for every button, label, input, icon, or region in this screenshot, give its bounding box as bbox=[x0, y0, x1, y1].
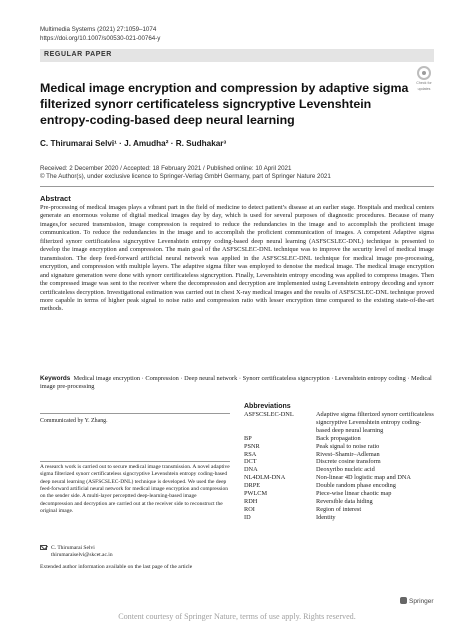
envelope-icon bbox=[40, 545, 47, 550]
abbreviations-heading: Abbreviations bbox=[244, 403, 291, 410]
abbreviation-definition: Discrete cosine transform bbox=[316, 458, 381, 466]
abbreviations-table bbox=[244, 411, 434, 522]
abbreviation-definition: Reversible data hiding bbox=[316, 497, 373, 505]
abbreviation-definition: Adaptive sigma filterized synorr certificateless signcryptive Levenshtein entropy coding-based deep neural learning bbox=[316, 411, 434, 434]
abbreviation-row bbox=[244, 490, 434, 498]
abbreviation-row bbox=[244, 474, 434, 482]
publisher-logo bbox=[400, 597, 434, 605]
footnote-divider bbox=[40, 413, 230, 414]
abbreviation-row bbox=[244, 451, 434, 459]
abbreviation-term: ASFSCSLEC-DNL bbox=[244, 411, 294, 418]
summary-divider bbox=[40, 461, 230, 462]
keywords-text: Medical image encryption · Compression · Deep neural network · Synorr certificateless signcryption · Levenshtein entropy coding · Medical image pre-processing bbox=[40, 375, 432, 391]
corresponding-author-email[interactable]: thirumaraiselvi@skcet.ac.in bbox=[51, 552, 113, 559]
abbreviation-term: NL4DLM-DNA bbox=[244, 474, 286, 482]
summary-box bbox=[40, 461, 230, 515]
paper-title: Medical image encryption and compression by adaptive sigma filterized synorr certificateless signcryptive Levenshtein entropy-coding-based deep neural learning bbox=[40, 81, 409, 127]
abbreviation-definition: Double random phase encoding bbox=[316, 482, 396, 490]
summary-text: A research work is carried out to secure medical image transmission. A novel adaptive sigma filterized synorr certificateless signcryptive Levenshtein entropy coding-based deep neural learning (ASFSCSLEC-DNL) technique is developed. We used the deep feed-forward artificial neural network for medical image encryption and compression on the sender side. A multi-layer perceptted deep-learning-based image decompression and decryption are carried out at the receiver side to reconstruct the original image. bbox=[40, 464, 230, 515]
abbreviation-term: RSA bbox=[244, 450, 257, 458]
abbreviation-row bbox=[244, 458, 434, 466]
copyright-line: © The Author(s), under exclusive licence to Springer-Verlag GmbH Germany, part of Springer Nature 2021 bbox=[40, 173, 331, 181]
keywords-section bbox=[40, 375, 434, 392]
abbreviation-definition: Back propagation bbox=[316, 434, 361, 442]
abbreviation-term: ROI bbox=[244, 505, 255, 513]
abbreviation-row bbox=[244, 411, 434, 435]
abbreviation-row bbox=[244, 466, 434, 474]
abbreviation-definition: Identity bbox=[316, 513, 336, 521]
corresponding-author-name: C. Thirumarai Selvi bbox=[51, 545, 95, 551]
abbreviation-term: PWLCM bbox=[244, 490, 268, 498]
abbreviation-row bbox=[244, 482, 434, 490]
abbreviation-row bbox=[244, 443, 434, 451]
journal-citation: Multimedia Systems (2021) 27:1059–1074 bbox=[40, 26, 157, 33]
abbreviation-term: RDH bbox=[244, 497, 258, 505]
abbreviation-row bbox=[244, 514, 434, 522]
abbreviation-definition: Deoxyribo nucleic acid bbox=[316, 466, 375, 474]
courtesy-footer: Content courtesy of Springer Nature, terms of use apply. Rights reserved. bbox=[118, 612, 356, 621]
abbreviation-term: DNA bbox=[244, 466, 258, 474]
abbreviation-term: DRPE bbox=[244, 482, 261, 490]
abstract-text: Pre-processing of medical images plays a vibrant part in the field of medicine to detect patient’s disease at an earlier stage. Hospitals and medical centers generate an enormous volume of digital medical images day by day, which is used for several purposes of diagnostic procedures. Because of many images,for secured transmission, image compression is required to reduce the redundancies in the image and to accomplish the proficient image communication. To reduce the redundancies in the image and to accomplish the proficient communication of images. A competent Adaptive sigma filterized synorr certificateless signcryptive Levenshtein entropy coding-based deep neural learning (ASFSCSLEC-DNL) technique is presented to develop the image encryption and compression. The main goal of the ASFSCSLEC-DNL technique was to improve the security level of medical image transmission. The deep feed-forward artificial neural network was applied in the ASFSCSLEC-DNL technique for medical image pre-processing, encryption, and compression with multiple layers. The adaptive sigma filter was employed to denoise the medical image. The medical image encryption and signature generation were done with synorr certificateless signcryption. Finally, Levenshtein entropy encoding was applied to compress images. Then the compressed image was sent to the receiver where the decompression and decryption are implemented using Levenshtein entropy decoding and synorr certificateless decryption. Investigational estimation was carried out in chest X-ray medical images and the results of ASFSCSLEC-DNL technique proved more capable in terms of higher peak signal to noise ratio and compression ratio with lesser encryption time compared to the existing state-of-the-art methods. bbox=[40, 204, 434, 313]
abbreviation-term: BP bbox=[244, 434, 252, 442]
divider bbox=[40, 186, 434, 187]
abbreviation-row bbox=[244, 435, 434, 443]
article-type-label: REGULAR PAPER bbox=[44, 51, 112, 58]
communicated-by: Communicated by Y. Zhang. bbox=[40, 418, 108, 424]
dates-line: Received: 2 December 2020 / Accepted: 18 February 2021 / Published online: 10 April 2021 bbox=[40, 165, 292, 172]
keywords-label: Keywords bbox=[40, 375, 71, 382]
abbreviation-definition: Rivest–Shamir–Adleman bbox=[316, 450, 380, 458]
abbreviation-term: PSNR bbox=[244, 442, 260, 450]
author-list: C. Thirumarai Selvi¹ · J. Amudha² · R. Sudhakar³ bbox=[40, 139, 227, 148]
abbreviation-definition: Piece-wise linear chaotic map bbox=[316, 490, 392, 498]
abstract-heading: Abstract bbox=[40, 194, 71, 203]
springer-horse-icon bbox=[400, 597, 407, 604]
publication-dates bbox=[40, 165, 331, 182]
abbreviation-term: DCT bbox=[244, 458, 257, 466]
article-type-banner bbox=[40, 49, 434, 62]
journal-reference bbox=[40, 26, 160, 43]
check-updates-label-1: Check for bbox=[416, 81, 432, 85]
abbreviation-row bbox=[244, 498, 434, 506]
extended-author-info: Extended author information available on the last page of the article bbox=[40, 564, 193, 570]
publisher-name: Springer bbox=[409, 598, 434, 605]
abbreviation-definition: Non-linear 4D logistic map and DNA bbox=[316, 474, 411, 482]
abbreviation-term: ID bbox=[244, 513, 251, 521]
abbreviation-definition: Region of interest bbox=[316, 505, 362, 513]
check-updates-label-2: updates bbox=[417, 86, 431, 91]
doi-link[interactable]: https://doi.org/10.1007/s00530-021-00764-y bbox=[40, 34, 161, 42]
corresponding-author bbox=[40, 545, 230, 559]
abbreviation-definition: Peak signal to noise ratio bbox=[316, 442, 380, 450]
check-for-updates-badge[interactable] bbox=[412, 66, 436, 91]
check-updates-icon bbox=[417, 66, 431, 80]
abbreviation-row bbox=[244, 506, 434, 514]
